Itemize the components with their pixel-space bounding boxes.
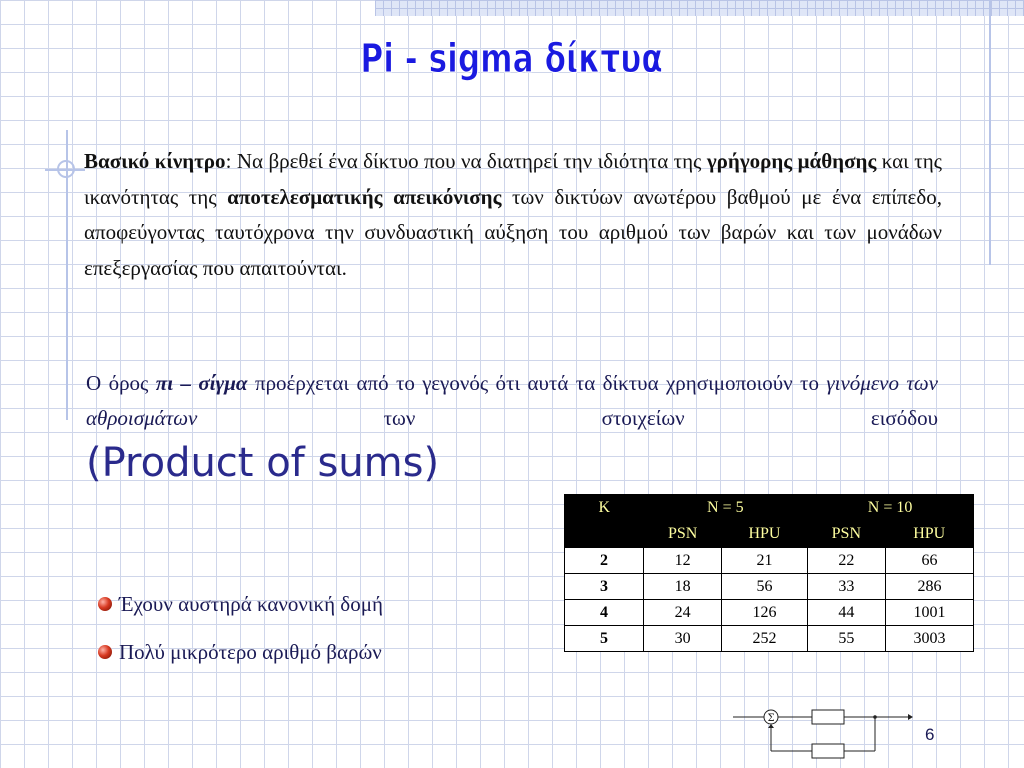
arrow-head [908, 714, 913, 720]
table-cell: 18 [644, 574, 722, 600]
table-cell: 21 [722, 548, 807, 574]
header-k: K [565, 495, 644, 522]
table-cell-k: 5 [565, 626, 644, 652]
arrow-head [768, 724, 774, 728]
top-decorative-band [375, 0, 1024, 16]
product-of-sums-text: (Product of sums) [86, 440, 440, 486]
list-item [98, 580, 383, 628]
table-row [565, 548, 974, 574]
decorative-vertical-line [989, 0, 991, 265]
bullet-icon [98, 597, 112, 611]
para1-text-1: : Να βρεθεί ένα δίκτυο που να διατηρεί την ιδιότητα της [225, 149, 707, 173]
block-box [812, 710, 844, 724]
bullet-icon [98, 645, 112, 659]
bullet-list [98, 580, 383, 676]
para2-italic-1: πι – σίγμα [155, 371, 248, 395]
para2-text-3: των στοιχείων εισόδου [197, 406, 938, 430]
table-cell: 44 [807, 600, 885, 626]
table-row [565, 600, 974, 626]
decorative-ring [57, 160, 75, 178]
table-cell: 30 [644, 626, 722, 652]
page-number: 6 [925, 725, 935, 744]
header-psn: PSN [644, 521, 722, 548]
para1-text-2: και της ικανότητας της [84, 149, 942, 209]
para2-text-1: Ο όρος [86, 371, 156, 395]
table-cell: 12 [644, 548, 722, 574]
motivation-paragraph [84, 144, 942, 286]
header-hpu: HPU [722, 521, 807, 548]
table-cell: 56 [722, 574, 807, 600]
table-cell: 24 [644, 600, 722, 626]
term-paragraph [86, 366, 938, 436]
table-cell: 126 [722, 600, 807, 626]
table-cell: 252 [722, 626, 807, 652]
table-cell: 286 [885, 574, 973, 600]
list-item [98, 628, 383, 676]
para2-text-2: προέρχεται από το γεγονός ότι αυτά τα δίκτυα χρησιμοποιούν το [247, 371, 827, 395]
sum-symbol: Σ [767, 713, 775, 724]
header-n5: N = 5 [644, 495, 808, 522]
feedback-block [812, 744, 844, 758]
motivation-label: Βασικό κίνητρο [84, 149, 226, 173]
table-cell-k: 4 [565, 600, 644, 626]
header-empty [565, 521, 644, 548]
para1-text-3: των δικτύων ανωτέρου βαθμού με ένα επίπεδο, αποφεύγοντας ταυτόχρονα την συνδυαστική αύξηση του αριθμού των βαρών και των μονάδων επεξεργασίας που απαιτούνται. [84, 184, 942, 280]
table-cell: 55 [807, 626, 885, 652]
table-cell-k: 3 [565, 574, 644, 600]
header-hpu: HPU [885, 521, 973, 548]
table-cell: 66 [885, 548, 973, 574]
para1-bold-2: αποτελεσματικής απεικόνισης [227, 184, 502, 209]
table-subheader-row [565, 521, 974, 548]
comparison-table [564, 494, 974, 652]
para1-bold-1: γρήγορης μάθησης [706, 149, 877, 173]
header-n10: N = 10 [807, 495, 973, 522]
bullet-text: Έχουν αυστηρά κανονική δομή [119, 591, 383, 616]
para2-italic-2: γινόμενο των αθροισμάτων [86, 371, 939, 430]
bullet-text: Πολύ μικρότερο αριθμό βαρών [119, 639, 382, 664]
table-header-row [565, 495, 974, 522]
table-cell: 1001 [885, 600, 973, 626]
table-row [565, 574, 974, 600]
header-psn: PSN [807, 521, 885, 548]
pi-sigma-diagram [728, 704, 918, 766]
table-cell: 22 [807, 548, 885, 574]
table-cell-k: 2 [565, 548, 644, 574]
table-cell: 33 [807, 574, 885, 600]
table-row [565, 626, 974, 652]
table-cell: 3003 [885, 626, 973, 652]
slide-title: Pi - sigma δίκτυα [360, 36, 663, 82]
